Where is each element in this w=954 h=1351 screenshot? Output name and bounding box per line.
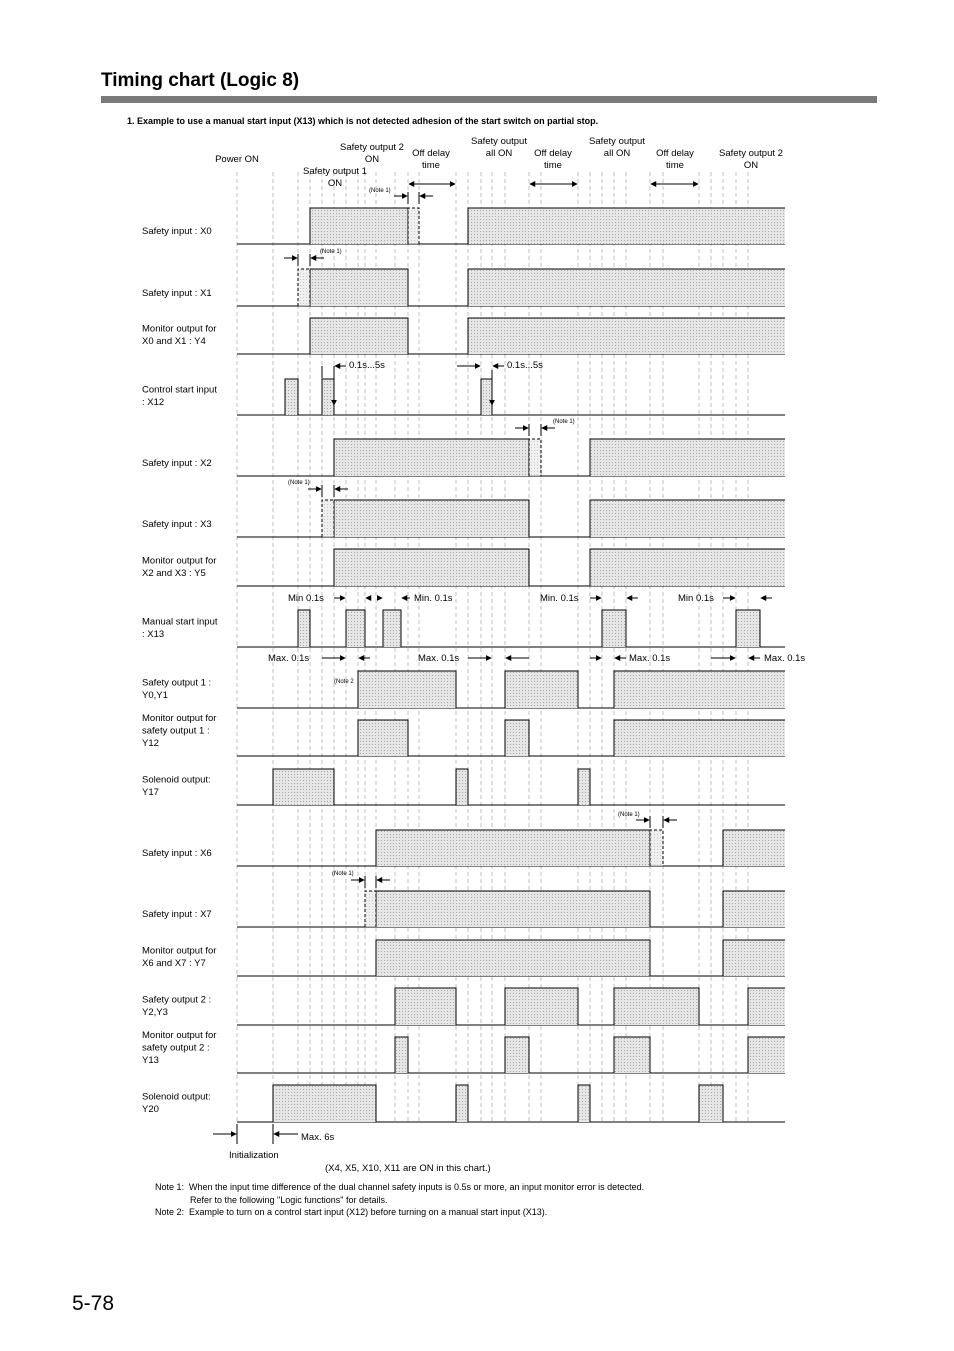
signal-label: Safety input : X3 (142, 519, 212, 530)
phase-label: ON (743, 160, 759, 171)
signal-label: Y2,Y3 (142, 1007, 168, 1018)
pulse-fill (602, 610, 626, 647)
phase-label: Safety output 2 (719, 148, 783, 159)
signal-label: Y12 (142, 738, 159, 749)
max-time-label: Max. 0.1s (764, 653, 806, 664)
phase-label: Safety output (589, 136, 645, 147)
note-1-marker: (Note 1) (320, 249, 342, 255)
signal-label: : X13 (142, 629, 165, 640)
pulse-fill (505, 988, 578, 1025)
signal-row (237, 439, 785, 476)
signal-row (237, 769, 785, 805)
signal-label: X2 and X3 : Y5 (142, 568, 206, 579)
pulse-fill (376, 940, 650, 976)
pulse-fill (723, 830, 785, 866)
signal-row (237, 891, 785, 927)
phase-label: time (544, 160, 562, 171)
on-condition-label: (X4, X5, X10, X11 are ON in this chart.) (325, 1163, 491, 1174)
signal-row (237, 610, 785, 647)
min-time-label: Min. 0.1s (414, 593, 453, 604)
page-number: 5-78 (72, 1292, 115, 1315)
pulse-fill (614, 720, 785, 756)
pulse-fill (590, 549, 785, 586)
pulse-fill (273, 769, 334, 805)
signal-label: Safety input : X7 (142, 909, 212, 920)
phase-label: Safety output 2 (340, 142, 404, 153)
pulse-fill (358, 671, 456, 708)
pulse-fill (298, 610, 310, 647)
signal-row (237, 208, 785, 244)
pulse-fill (468, 318, 785, 354)
initialization-label: Initialization (229, 1150, 279, 1161)
pulse-fill (578, 1085, 590, 1122)
signal-label: Monitor output for (142, 945, 217, 957)
signal-label: Safety input : X0 (142, 226, 212, 237)
signal-label: Safety output 2 : (142, 994, 212, 1006)
signal-label: Safety input : X6 (142, 848, 212, 859)
pulse-fill (748, 988, 785, 1025)
phase-label: Off delay (656, 148, 694, 159)
signal-row (237, 318, 785, 354)
pulse-fill (322, 379, 334, 415)
pulse-fill (310, 208, 408, 244)
pulse-fill (590, 500, 785, 537)
note-1-marker: (Note 1) (332, 871, 354, 877)
signal-label: Monitor output for (142, 555, 217, 567)
phase-label: all ON (603, 148, 631, 159)
pulse-fill (578, 769, 590, 805)
pulse-fill (456, 769, 468, 805)
pulse-fill (376, 891, 650, 927)
signal-label: safety output 2 : (142, 1042, 210, 1054)
note-1-marker: (Note 1) (288, 480, 310, 486)
pulse-extension (408, 208, 419, 244)
signal-label: Monitor output for (142, 323, 217, 335)
signal-label: Y20 (142, 1104, 159, 1115)
signal-row (237, 379, 785, 415)
signal-label: Y0,Y1 (142, 690, 168, 701)
pulse-fill (310, 318, 408, 354)
pulse-fill (468, 269, 785, 306)
max-time-label: Max. 0.1s (629, 653, 671, 664)
pulse-fill (456, 1085, 468, 1122)
signal-label: Safety input : X1 (142, 288, 212, 299)
pulse-fill (590, 439, 785, 476)
footnotes (155, 1181, 644, 1219)
pulse-fill (383, 610, 401, 647)
pulse-fill (334, 500, 529, 537)
signal-label: Control start input (142, 384, 217, 396)
pulse-fill (723, 891, 785, 927)
phase-label: Off delay (412, 148, 450, 159)
signal-label: Safety input : X2 (142, 458, 212, 469)
phase-label: ON (327, 178, 343, 189)
max-6s-label: Max. 6s (301, 1132, 335, 1143)
signal-row (237, 720, 785, 756)
pulse-fill (614, 671, 785, 708)
pulse-fill (273, 1085, 376, 1122)
pulse-fill (614, 1037, 650, 1073)
pulse-fill (285, 379, 298, 415)
pulse-fill (614, 988, 699, 1025)
pulse-fill (736, 610, 760, 647)
note-1-line-2: Refer to the following "Logic functions" for details. (155, 1194, 388, 1205)
signal-row (237, 940, 785, 976)
pulse-extension (529, 439, 541, 476)
pulse-fill (310, 269, 408, 306)
pulse-fill (376, 830, 650, 866)
pulse-fill (748, 1037, 785, 1073)
signal-label: Y13 (142, 1055, 159, 1066)
signal-label: : X12 (142, 397, 165, 408)
signal-label: Solenoid output: (142, 774, 211, 786)
signal-label: Solenoid output: (142, 1091, 211, 1103)
min-time-label: Min. 0.1s (540, 593, 579, 604)
phase-label: Power ON (215, 154, 259, 165)
signal-row (237, 1037, 785, 1073)
signal-row (237, 671, 785, 708)
pulse-fill (395, 988, 456, 1025)
chart-subtitle: 1. Example to use a manual start input (X13) which is not detected adhesion of the start switch on partial stop. (127, 116, 599, 126)
signal-row (237, 500, 785, 537)
note-1-marker: (Note 1) (618, 812, 640, 818)
min-time-label: Min 0.1s (288, 593, 324, 604)
pulse-fill (505, 1037, 529, 1073)
note-1-line-1: Note 1: When the input time difference of the dual channel safety inputs is 0.5s or more, an input monitor error is detected. (155, 1182, 645, 1192)
page-title: Timing chart (Logic 8) (101, 70, 300, 91)
signal-label: X6 and X7 : Y7 (142, 958, 206, 969)
signal-label: Safety output 1 : (142, 677, 212, 689)
pulse-fill (334, 439, 529, 476)
signal-row (237, 988, 785, 1025)
signal-row (237, 549, 785, 586)
signal-label: Y17 (142, 787, 159, 798)
signal-label: safety output 1 : (142, 725, 210, 737)
pulse-fill (334, 549, 529, 586)
max-time-label: Max. 0.1s (268, 653, 310, 664)
phase-label: all ON (485, 148, 513, 159)
pulse-extension (365, 891, 376, 927)
phase-label: Safety output 1 (303, 166, 367, 177)
signal-label: X0 and X1 : Y4 (142, 336, 206, 347)
range-label-x12: 0.1s...5s (507, 360, 543, 371)
phase-label: time (422, 160, 440, 171)
range-label-x12: 0.1s...5s (349, 360, 385, 371)
pulse-fill (481, 379, 492, 415)
pulse-extension (650, 830, 663, 866)
phase-label: Off delay (534, 148, 572, 159)
min-time-label: Min 0.1s (678, 593, 714, 604)
pulse-fill (358, 720, 408, 756)
signal-row (237, 1085, 785, 1122)
pulse-fill (723, 940, 785, 976)
max-time-label: Max. 0.1s (418, 653, 460, 664)
pulse-fill (505, 671, 578, 708)
pulse-extension (298, 269, 310, 306)
signal-label: Manual start input (142, 616, 218, 628)
note-1-marker: (Note 1) (553, 419, 575, 425)
pulse-fill (505, 720, 529, 756)
pulse-fill (395, 1037, 408, 1073)
signal-row (237, 269, 785, 306)
note-2-marker: (Note 2 (334, 679, 354, 685)
pulse-extension (322, 500, 334, 537)
pulse-fill (468, 208, 785, 244)
phase-label: Safety output (471, 136, 527, 147)
phase-label: ON (364, 154, 380, 165)
phase-label: time (666, 160, 684, 171)
signal-row (237, 830, 785, 866)
signal-label: Monitor output for (142, 713, 217, 724)
pulse-fill (346, 610, 365, 647)
note-2-line: Note 2: Example to turn on a control start input (X12) before turning on a manual start input (X13). (155, 1207, 548, 1217)
signal-label: Monitor output for (142, 1030, 217, 1041)
pulse-fill (699, 1085, 723, 1122)
note-1-marker: (Note 1) (369, 188, 391, 194)
